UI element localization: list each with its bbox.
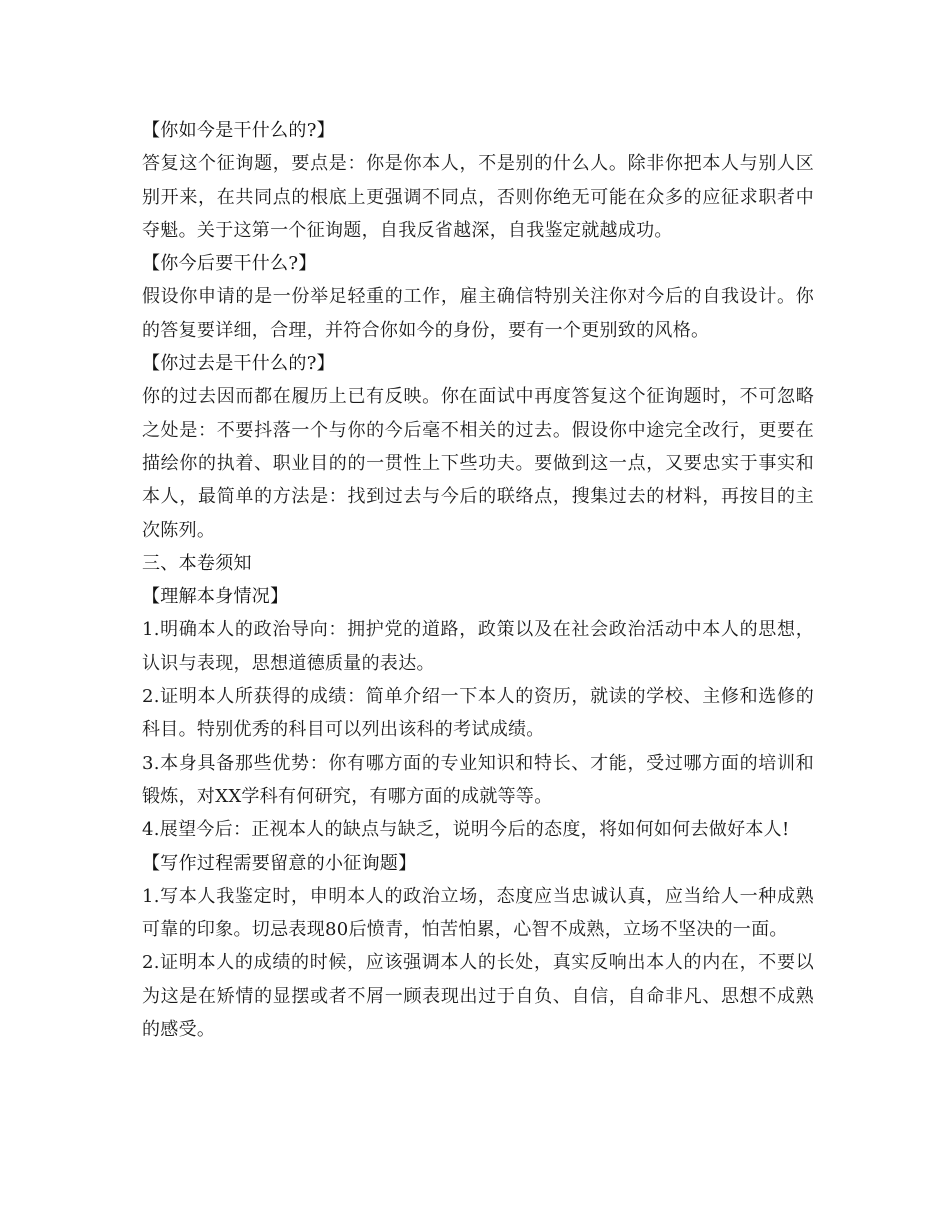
list-item-tip-political-stance: 1.写本人我鉴定时，申明本人的政治立场，态度应当忠诚认真，应当给人一种成熟可靠的印象。切忌表现80后愤青，怕苦怕累，心智不成熟，立场不坚决的一面。 xyxy=(142,885,814,941)
list-item-outlook: 4.展望今后：正视本人的缺点与缺乏，说明今后的态度，将如何如何去做好本人! xyxy=(142,819,790,841)
document-body xyxy=(142,114,814,1046)
list-item-political-orientation: 1.明确本人的政治导向：拥护党的道路，政策以及在社会政治活动中本人的思想，认识与表现，思想道德质量的表达。 xyxy=(142,619,814,674)
paragraph-current-answer: 答复这个征询题，要点是：你是你本人，不是别的什么人。除非你把本人与别人区别开来，在共同点的根底上更强调不同点，否则你绝无可能在众多的应征求职者中夺魁。关于这第一个征询题，自我反省越深，自我鉴定就越成功。 xyxy=(142,153,814,241)
section-heading-current: 【你如今是干什么的?】 xyxy=(142,120,335,141)
list-item-achievements: 2.证明本人所获得的成绩：简单介绍一下本人的资历，就读的学校、主修和选修的科目。特别优秀的科目可以列出该科的考试成绩。 xyxy=(142,686,814,741)
section-heading-past: 【你过去是干什么的?】 xyxy=(142,353,335,375)
paragraph-future-answer: 假设你申请的是一份举足轻重的工作，雇主确信特别关注你对今后的自我设计。你的答复要详细，合理，并符合你如今的身份，要有一个更别致的风格。 xyxy=(142,286,814,341)
section-heading-self-understanding: 【理解本身情况】 xyxy=(142,586,289,608)
section-heading-future: 【你今后要干什么?】 xyxy=(142,253,317,275)
chapter-heading-notes: 三、本卷须知 xyxy=(142,552,252,574)
section-heading-writing-tips: 【写作过程需要留意的小征询题】 xyxy=(142,852,417,874)
list-item-strengths: 3.本身具备那些优势：你有哪方面的专业知识和特长、才能，受过哪方面的培训和锻炼，对XX学科有何研究，有哪方面的成就等等。 xyxy=(142,752,814,807)
list-item-tip-strengths: 2.证明本人的成绩的时候，应该强调本人的长处，真实反响出本人的内在，不要以为这是在矫情的显摆或者不屑一顾表现出过于自负、自信，自命非凡、思想不成熟的感受。 xyxy=(142,952,814,1041)
paragraph-past-answer: 你的过去因而都在履历上已有反映。你在面试中再度答复这个征询题时，不可忽略之处是：不要抖落一个与你的今后毫不相关的过去。假设你中途完全改行，更要在描绘你的执着、职业目的的一贯性上下些功夫。要做到这一点，又要忠实于事实和本人，最简单的方法是：找到过去与今后的联络点，搜集过去的材料，再按目的主次陈列。 xyxy=(142,386,814,541)
